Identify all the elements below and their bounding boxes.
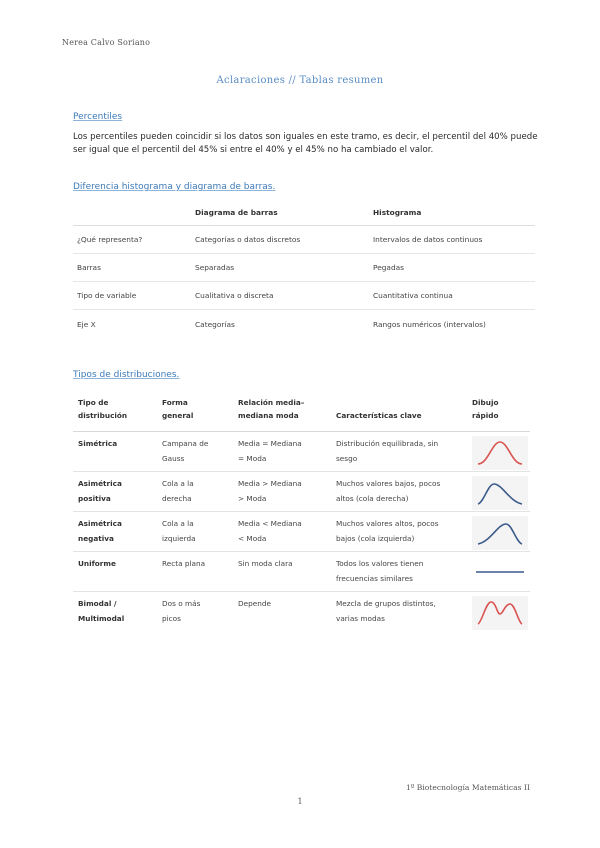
table-header-cell [162, 392, 238, 431]
cell-line: altos (cola derecha) [336, 494, 409, 503]
cell-line: Dos o más [162, 599, 201, 608]
table-cell: Intervalos de datos continuos [373, 235, 483, 244]
cell-line: sesgo [336, 454, 358, 463]
table-row [73, 552, 530, 592]
header-line: Características clave [336, 411, 422, 420]
cell-line: varias modas [336, 614, 385, 623]
table-cell [162, 472, 238, 511]
author-name: Nerea Calvo Soriano [62, 38, 151, 47]
cell-line: Mezcla de grupos distintos, [336, 599, 436, 608]
cell-line: Bimodal / [78, 599, 117, 608]
header-line: general [162, 411, 194, 420]
table-cell [336, 552, 472, 591]
table-cell [73, 552, 162, 591]
cell-line: bajos (cola izquierda) [336, 534, 415, 543]
symmetric-curve-icon [472, 436, 528, 470]
table-header-cell [472, 392, 530, 431]
table-cell [238, 512, 336, 551]
header-line: rápido [472, 411, 499, 420]
cell-line: Sin moda clara [238, 559, 293, 568]
table-cell [336, 432, 472, 471]
cell-line: Todos los valores tienen [336, 559, 424, 568]
section-title-percentiles: Percentiles [73, 112, 123, 122]
table-cell: Eje X [77, 319, 96, 329]
cell-line: Asimétrica [78, 479, 122, 488]
table-cell: ¿Qué representa? [77, 235, 143, 244]
table-cell [472, 512, 530, 551]
table-row [73, 254, 535, 282]
table-cell [336, 592, 472, 639]
table-row [73, 512, 530, 552]
cell-line: Multimodal [78, 614, 125, 623]
header-line: distribución [78, 411, 128, 420]
table-cell: Barras [77, 263, 101, 272]
table-header-cell [73, 392, 162, 431]
document-title: Aclaraciones // Tablas resumen [216, 75, 384, 86]
cell-line: frecuencias similares [336, 574, 413, 583]
cell-line: Uniforme [78, 559, 116, 568]
table-row [73, 592, 530, 639]
table-cell [336, 512, 472, 551]
table-cell [162, 552, 238, 591]
table-cell [162, 592, 238, 639]
header-line: Tipo de [78, 398, 109, 407]
left-skew-curve-icon [472, 516, 528, 550]
table-row [73, 310, 535, 338]
table-row [73, 226, 535, 254]
cell-line: = Moda [238, 454, 267, 463]
cell-line: Media > Mediana [238, 479, 302, 488]
table-cell: Cuantitativa continua [373, 291, 453, 300]
table-header-cell [238, 392, 336, 431]
cell-line: Asimétrica [78, 519, 122, 528]
cell-line: negativa [78, 534, 114, 543]
table-cell [162, 432, 238, 471]
percentiles-paragraph: Los percentiles pueden coincidir si los datos son iguales en este tramo, es decir, el percentil del 40% puede ser igual que el percentil del 45% si entre el 40% y el 45% no ha cambiado el valor. [73, 132, 538, 155]
table-cell: Rangos numéricos (intervalos) [373, 319, 486, 329]
table-cell [73, 472, 162, 511]
table-cell [73, 512, 162, 551]
table-cell [238, 592, 336, 639]
table-cell [472, 432, 530, 471]
cell-line: Gauss [162, 454, 185, 463]
table-cell [73, 432, 162, 471]
table-cell [336, 472, 472, 511]
header-line: mediana moda [238, 411, 299, 420]
cell-line: Media = Mediana [238, 439, 302, 448]
right-skew-curve-icon [472, 476, 528, 510]
table-cell: Categorías o datos discretos [195, 235, 301, 244]
cell-line: Media < Mediana [238, 519, 302, 528]
table-row [73, 432, 530, 472]
cell-line: < Moda [238, 534, 267, 543]
table-header-cell: Diagrama de barras [195, 208, 278, 217]
cell-line: picos [162, 614, 181, 623]
header-line: Relación media– [238, 398, 305, 407]
table-cell [238, 552, 336, 591]
table-header-cell: Histograma [373, 208, 422, 217]
table-header-cell [336, 392, 472, 431]
cell-line: Muchos valores bajos, pocos [336, 479, 441, 488]
cell-line: Muchos valores altos, pocos [336, 519, 439, 528]
cell-line: izquierda [162, 534, 196, 543]
section-title-diferencia: Diferencia histograma y diagrama de barras. [73, 182, 276, 192]
table-cell: Pegadas [373, 263, 405, 272]
distributions-table [73, 392, 530, 639]
course-footer: 1º Biotecnología Matemáticas II [405, 783, 530, 792]
histogram-vs-bar-table [73, 200, 535, 338]
table-cell: Cualitativa o discreta [195, 291, 274, 300]
cell-line: Distribución equilibrada, sin [336, 439, 439, 448]
header-line: Forma [162, 398, 188, 407]
table-cell [472, 472, 530, 511]
table-row [73, 282, 535, 310]
table-header-row [73, 200, 535, 226]
cell-line: Recta plana [162, 559, 206, 568]
table-cell: Categorías [195, 319, 235, 329]
table-row [73, 472, 530, 512]
header-line: Dibujo [472, 398, 499, 407]
bimodal-curve-icon [472, 596, 528, 630]
cell-line: > Moda [238, 494, 267, 503]
cell-line: Cola a la [162, 479, 194, 488]
cell-line: Simétrica [78, 439, 118, 448]
table-cell [472, 552, 530, 591]
table-header-row [73, 392, 530, 432]
table-cell [162, 512, 238, 551]
page-number: 1 [297, 797, 303, 806]
table-cell [238, 472, 336, 511]
flat-line-icon [472, 556, 528, 590]
table-cell [238, 432, 336, 471]
table-cell [73, 592, 162, 639]
cell-line: derecha [162, 494, 192, 503]
cell-line: Depende [238, 599, 271, 608]
table-cell: Separadas [195, 263, 235, 272]
section-title-distribuciones: Tipos de distribuciones. [73, 370, 180, 380]
table-cell: Tipo de variable [77, 291, 137, 300]
cell-line: positiva [78, 494, 111, 503]
table-cell [472, 592, 530, 639]
cell-line: Campana de [162, 439, 209, 448]
cell-line: Cola a la [162, 519, 194, 528]
